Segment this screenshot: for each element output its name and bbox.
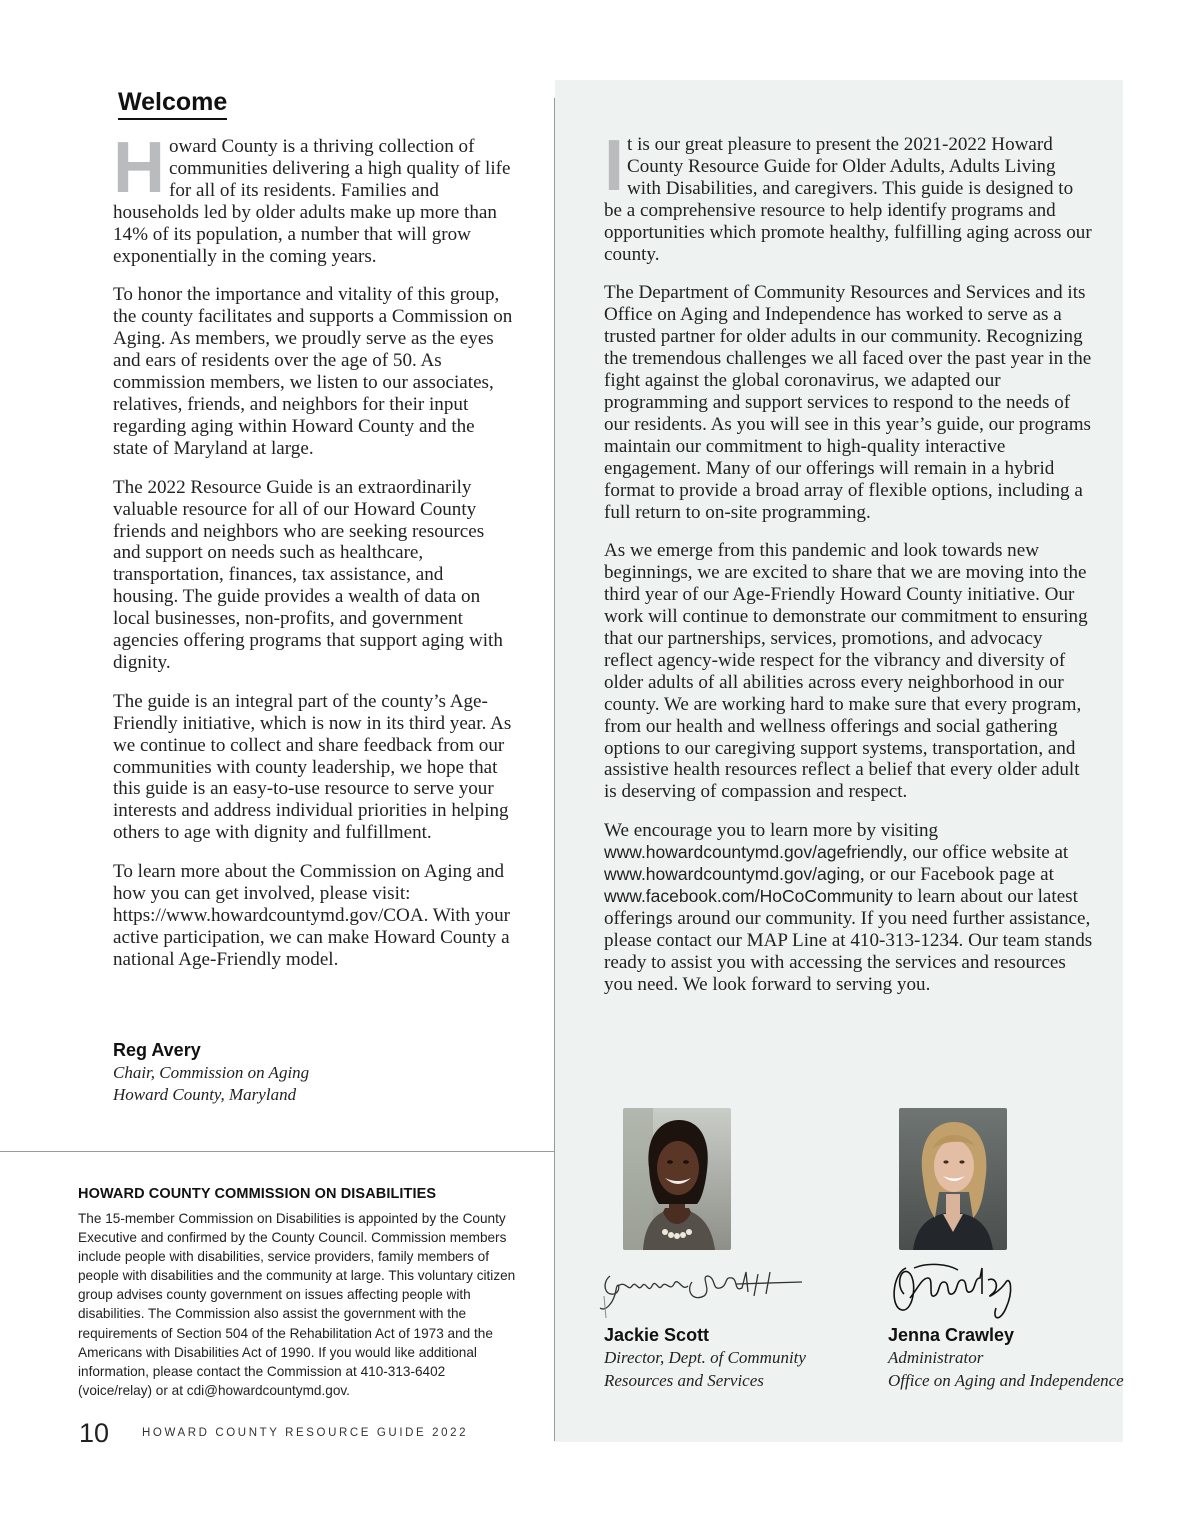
jackie-scott-photo: [623, 1108, 731, 1250]
page-number: 10: [79, 1418, 110, 1448]
jenna-crawley-title-line-2: Office on Aging and Independence: [888, 1370, 1124, 1390]
welcome-heading: Welcome: [118, 87, 227, 120]
welcome-signer-name: Reg Avery: [113, 1040, 201, 1060]
column-divider: [554, 98, 555, 1441]
jackie-scott-signature: [596, 1262, 811, 1322]
jackie-scott-name: Jackie Scott: [604, 1325, 710, 1345]
letter-paragraph-2: The Department of Community Resources and Services and its Office on Aging and Independence has worked to serve as a trusted partner for older adults in our community. Recognizing the tremendous challenges we all faced over the past year in the fight against the global coronavirus, we adapted our programming and support services to respond to the needs of our residents. As you will see in this year’s guide, our programs maintain our commitment to high-quality interactive engagement. Many of our offerings will remain in a hybrid format to provide a broad array of flexible options, including a full return to on-site programming.: [604, 282, 1092, 523]
letter-body: [604, 126, 1094, 1013]
publication-title: HOWARD COUNTY RESOURCE GUIDE 2022: [142, 1427, 469, 1439]
jenna-crawley-name: Jenna Crawley: [888, 1325, 1015, 1345]
letter-p4-text-a: We encourage you to learn more by visiting: [604, 820, 939, 842]
jenna-crawley-photo: [899, 1108, 1007, 1250]
letter-drop-cap: I: [604, 126, 625, 206]
letter-p4-text-b: , our office website at: [902, 842, 1069, 864]
welcome-drop-cap: H: [113, 128, 165, 208]
jackie-scott-title-line-2: Resources and Services: [604, 1370, 764, 1390]
welcome-body: [113, 128, 513, 988]
welcome-paragraph-5: To learn more about the Commission on Aging and how you can get involved, please visit: https://www.howardcountymd.gov/COA. With your active participation, we can make Howard County a national Age-Friendly model.: [113, 861, 510, 970]
letter-p4-text-c: , or our Facebook page at: [859, 864, 1054, 886]
jenna-crawley-title: [888, 1347, 1178, 1392]
jenna-crawley-signature: [888, 1258, 1028, 1324]
letter-paragraph-3: As we emerge from this pandemic and look towards new beginnings, we are excited to share that we are moving into the third year of our Age-Friendly Howard County initiative. Our work will continue to demonstrate our commitment to ensuring that our partnerships, services, promotions, and advocacy reflect agency-wide respect for the vibrancy and diversity of older adults of all abilities across every neighborhood in our county. We are working hard to make sure that every program, from our health and wellness offerings and social gathering options to our caregiving support systems, transportation, and assistive health resources reflect a belief that every older adult is deserving of compassion and respect.: [604, 540, 1088, 803]
welcome-paragraph-1-text: oward County is a thriving collection of communities delivering a high quality of life for all of its residents. Families and households led by older adults make up more than 14% of its population, a number that will grow exponentially in the coming years.: [113, 136, 511, 267]
commission-heading: HOWARD COUNTY COMMISSION ON DISABILITIES: [78, 1186, 437, 1202]
letter-paragraph-1: [604, 126, 1094, 265]
agefriendly-link[interactable]: www.howardcountymd.gov/agefriendly: [604, 842, 903, 863]
commission-body: The 15-member Commission on Disabilities is appointed by the County Executive and confirmed by the County Council. Commission members include people with disabilities, service providers, family members of people with disabilities and the community at large. This voluntary citizen group advises county government on issues affecting people with disabilities. The Commission also assist the government with the requirements of Section 504 of the Rehabilitation Act of 1973 and the Americans with Disabilities Act of 1990. If you would like additional information, please contact the Commission at 410-313-6402 (voice/relay) or at cdi@howardcountymd.gov.: [78, 1211, 516, 1398]
welcome-signer-title-line-2: Howard County, Maryland: [113, 1085, 297, 1104]
aging-link[interactable]: www.howardcountymd.gov/aging: [604, 864, 860, 885]
letter-paragraph-1-text: t is our great pleasure to present the 2021-2022 Howard County Resource Guide for Older Adults, Adults Living with Disabilities, and caregivers. This guide is designed to be a comprehensive resource to help identify programs and opportunities which promote healthy, fulfilling aging across our county.: [604, 134, 1092, 265]
welcome-signer-title: [113, 1062, 309, 1106]
facebook-link[interactable]: www.facebook.com/HoCoCommunity: [604, 886, 893, 906]
welcome-paragraph-2: To honor the importance and vitality of this group, the county facilitates and supports a Commission on Aging. As members, we proudly serve as the eyes and ears of residents over the age of 50. As commission members, we listen to our associates, relatives, friends, and neighbors for their input regarding aging within Howard County and the state of Maryland at large.: [113, 284, 513, 459]
jackie-scott-title-line-1: Director, Dept. of Community: [604, 1348, 806, 1367]
jenna-crawley-title-line-1: Administrator: [888, 1348, 984, 1367]
welcome-paragraph-3: The 2022 Resource Guide is an extraordinarily valuable resource for all of our Howard County friends and neighbors who are seeking resources and support on needs such as healthcare, transportation, finances, tax assistance, and housing. The guide provides a wealth of data on local businesses, non-profits, and government agencies offering programs that support aging with dignity.: [113, 476, 503, 673]
jackie-scott-title: [604, 1347, 864, 1392]
section-divider: [0, 1151, 555, 1152]
letter-paragraph-4: [604, 820, 1094, 995]
welcome-signer-title-line-1: Chair, Commission on Aging: [113, 1063, 310, 1082]
welcome-paragraph-1: [113, 128, 513, 267]
welcome-paragraph-4: The guide is an integral part of the county’s Age-Friendly initiative, which is now in its third year. As we continue to collect and share feedback from our communities with county leadership, we hope that this guide is an easy-to-use resource to serve your interests and address individual priorities in helping others to age with dignity and fulfillment.: [113, 690, 512, 844]
letter-p4-text-d: to learn about our latest offerings around our community. If you need further assistance, please contact our MAP Line at 410-313-1234. Our team stands ready to assist you with accessing the services and resources you need. We look forward to serving you.: [604, 886, 1093, 995]
